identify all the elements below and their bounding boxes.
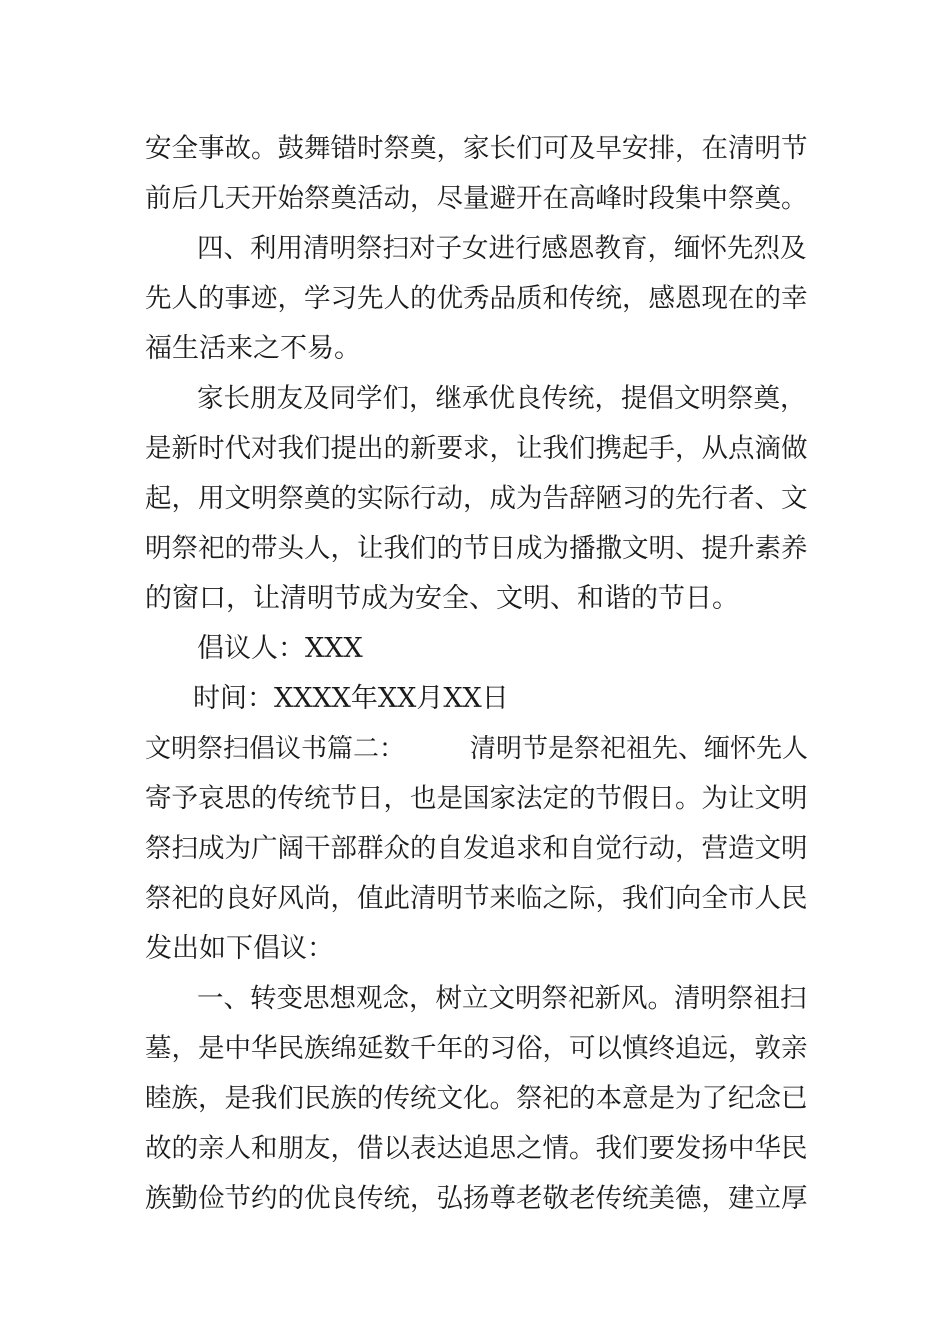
section-heading-line: 文明祭扫倡议书篇二： 清明节是祭祀祖先、缅怀先人 — [145, 734, 809, 764]
text-line: 墓，是中华民族绵延数千年的习俗，可以慎终追远，敦亲 — [145, 1033, 808, 1064]
text-line: 寄予哀思的传统节日，也是国家法定的节假日。为让文明 — [145, 783, 808, 814]
text-line: 明祭祀的带头人，让我们的节日成为播撒文明、提升素养 — [145, 533, 808, 564]
text-line: 族勤俭节约的优良传统，弘扬尊老敬老传统美德，建立厚 — [145, 1183, 808, 1214]
paragraph-start-line: 四、利用清明祭扫对子女进行感恩教育，缅怀先烈及 — [197, 233, 807, 264]
text-line: 故的亲人和朋友，借以表达追思之情。我们要发扬中华民 — [145, 1133, 808, 1164]
proposer-line: 倡议人：XXX — [197, 633, 363, 664]
text-line: 是新时代对我们提出的新要求，让我们携起手，从点滴做 — [145, 433, 808, 464]
text-line: 发出如下倡议： — [145, 933, 334, 964]
text-line: 睦族，是我们民族的传统文化。祭祀的本意是为了纪念已 — [145, 1083, 808, 1114]
text-line: 祭扫成为广阔干部群众的自发追求和自觉行动，营造文明 — [145, 833, 808, 864]
paragraph-start-line: 一、转变思想观念，树立文明祭祀新风。清明祭祖扫 — [197, 983, 807, 1014]
text-line: 先人的事迹，学习先人的优秀品质和传统，感恩现在的幸 — [145, 283, 808, 314]
text-line: 福生活来之不易。 — [145, 333, 361, 364]
text-line: 前后几天开始祭奠活动，尽量避开在高峰时段集中祭奠。 — [145, 183, 808, 214]
text-line: 祭祀的良好风尚，值此清明节来临之际，我们向全市人民 — [145, 883, 808, 914]
paragraph-start-line: 家长朋友及同学们，继承优良传统，提倡文明祭奠， — [197, 383, 807, 414]
text-line: 安全事故。鼓舞错时祭奠，家长们可及早安排，在清明节 — [145, 133, 808, 164]
text-line: 的窗口，让清明节成为安全、文明、和谐的节日。 — [145, 583, 739, 614]
text-line: 起，用文明祭奠的实际行动，成为告辞陋习的先行者、文 — [145, 483, 808, 514]
date-line: 时间：XXXX年XX月XX日 — [193, 683, 509, 714]
